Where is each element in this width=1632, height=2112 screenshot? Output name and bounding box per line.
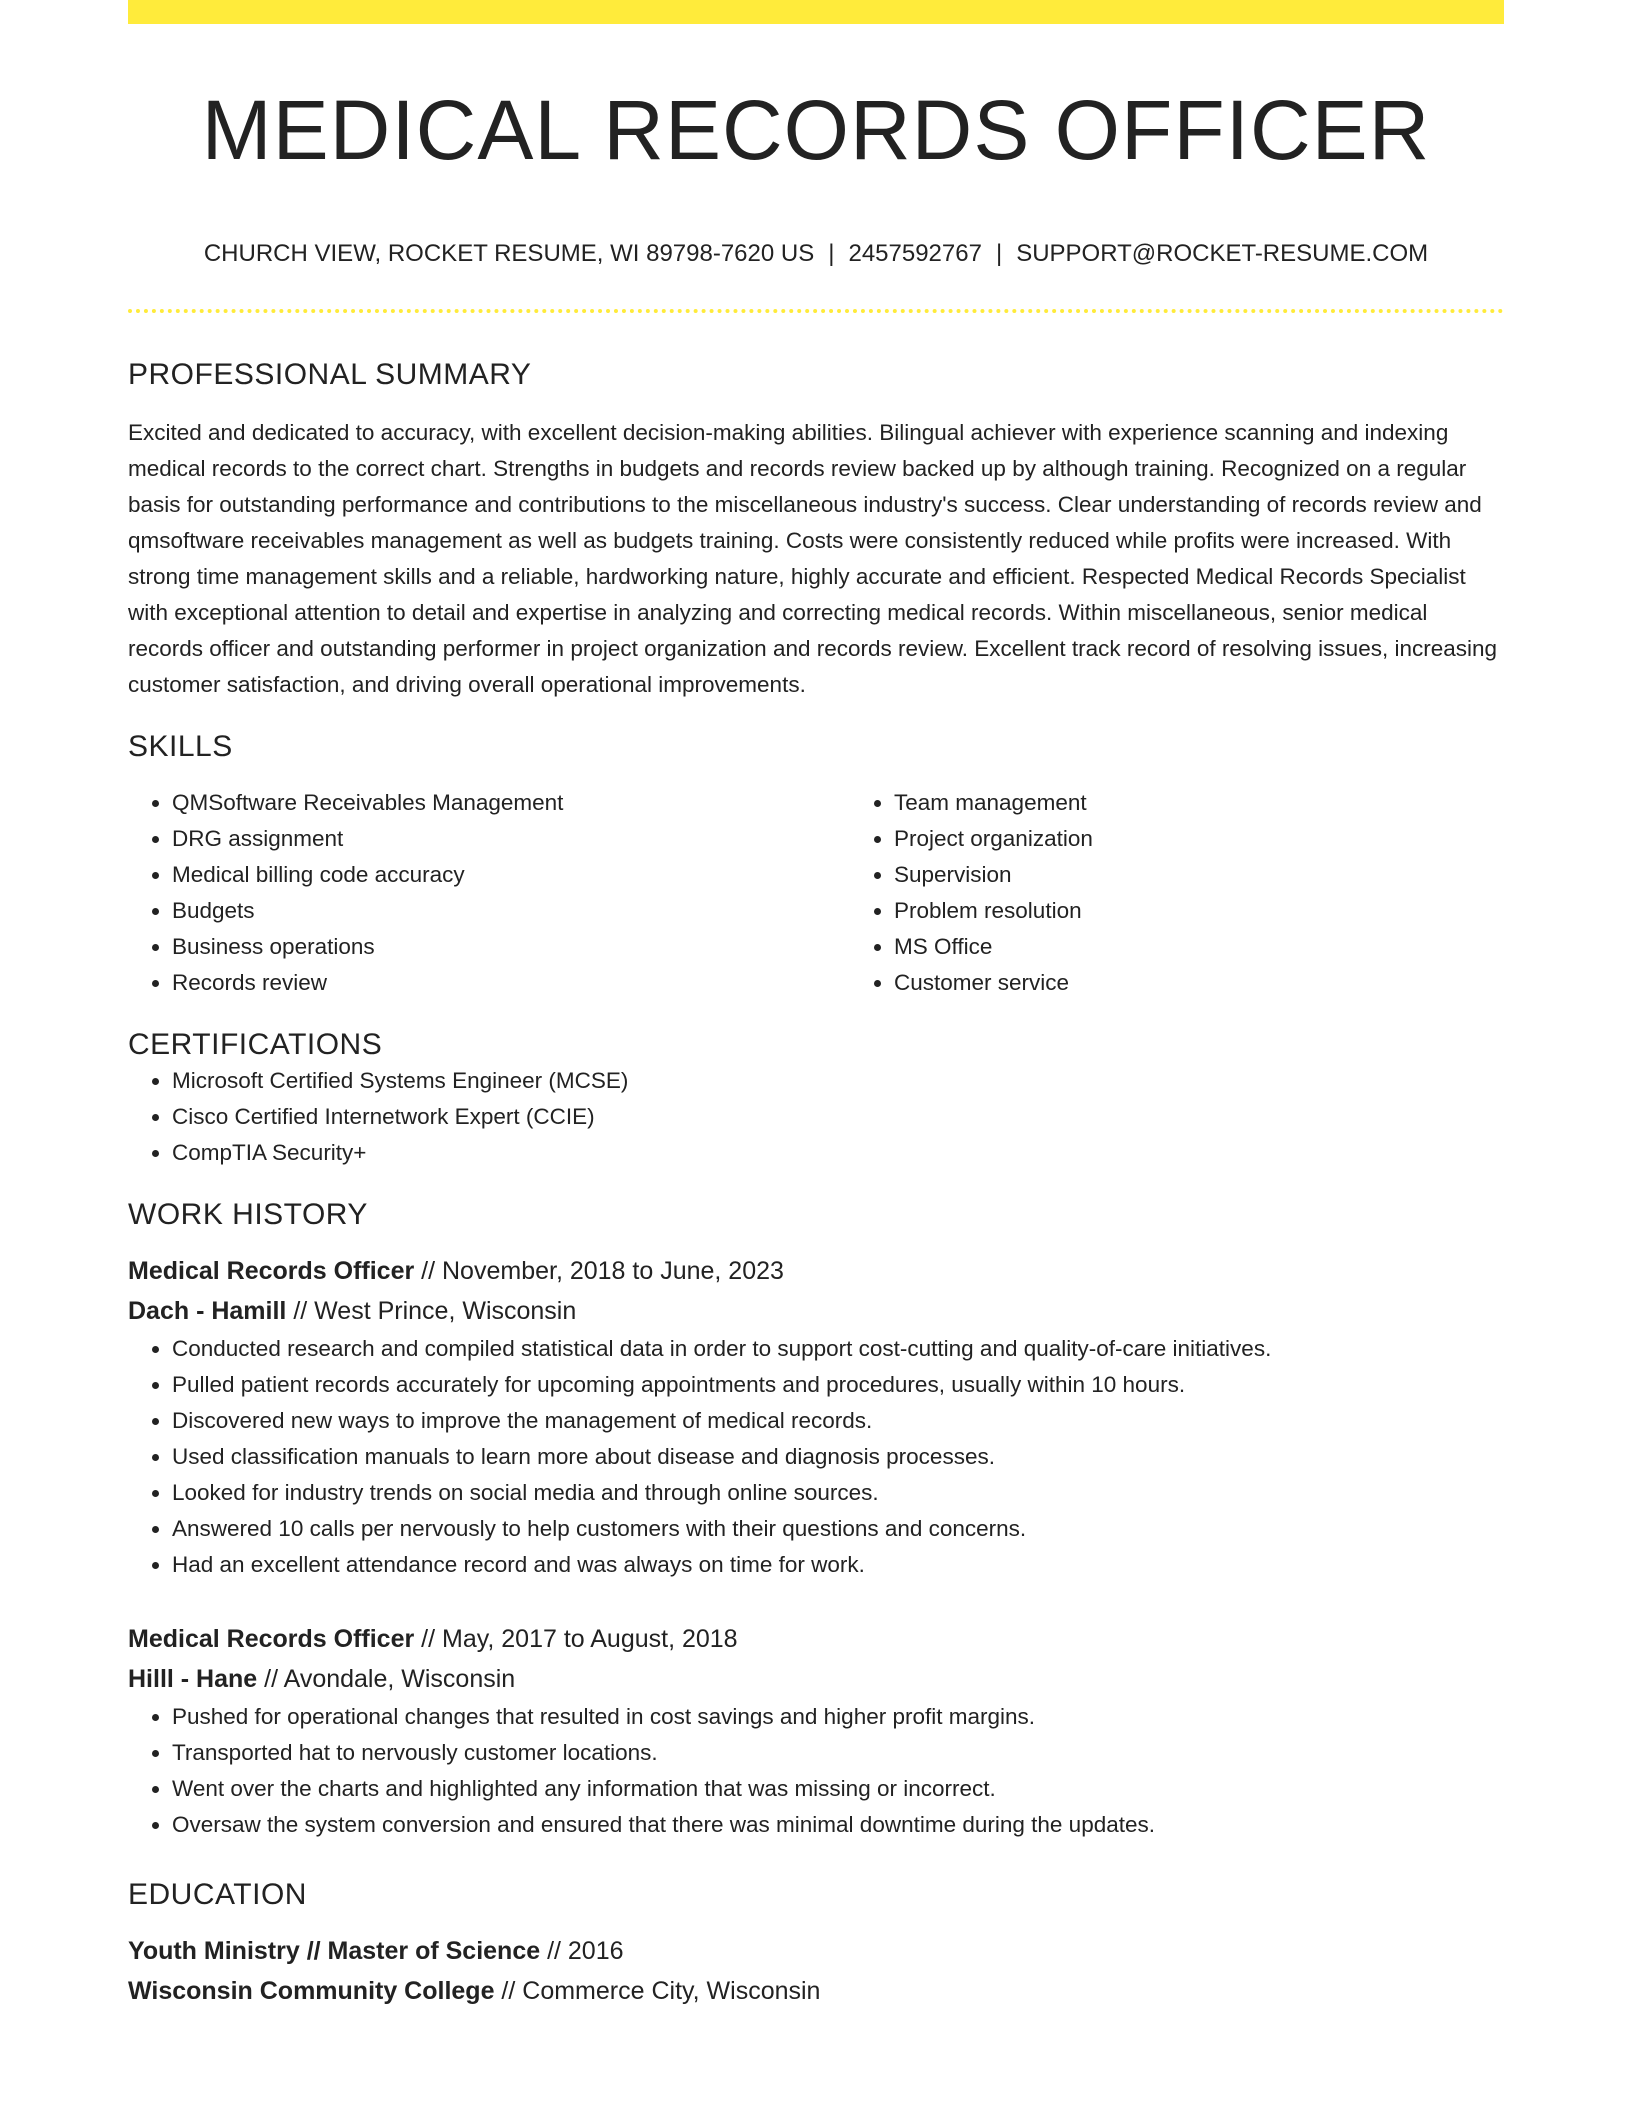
skills-list-right	[850, 785, 1572, 1001]
job-company-line	[128, 1659, 1504, 1699]
duty-item: • Transported hat to nervously customer locations.	[172, 1735, 1504, 1771]
certifications-heading: CERTIFICATIONS	[128, 1028, 383, 1062]
job-role-line	[128, 1619, 1504, 1659]
education-heading: EDUCATION	[128, 1878, 307, 1912]
duty-item: • Answered 10 calls per nervously to help customers with their questions and concerns.	[172, 1511, 1504, 1547]
duty-item: • Conducted research and compiled statistical data in order to support cost-cutting and quality-of-care initiatives.	[172, 1331, 1504, 1367]
contact-phone: 2457592767	[848, 240, 982, 268]
skill-item: • Problem resolution	[894, 893, 1572, 929]
duty-item: • Used classification manuals to learn more about disease and diagnosis processes.	[172, 1439, 1504, 1475]
top-accent-bar	[128, 0, 1504, 24]
education-entry	[128, 1931, 1504, 2011]
contact-line	[128, 240, 1504, 269]
job-location: // West Prince, Wisconsin	[286, 1297, 577, 1326]
education-school: Wisconsin Community College	[128, 1977, 495, 2006]
skill-item: • Records review	[172, 965, 850, 1001]
duty-item: • Went over the charts and highlighted any information that was missing or incorrect.	[172, 1771, 1504, 1807]
job-role: Medical Records Officer	[128, 1257, 415, 1286]
skill-item: • Project organization	[894, 821, 1572, 857]
skill-item: • Supervision	[894, 857, 1572, 893]
duty-item: • Had an excellent attendance record and was always on time for work.	[172, 1547, 1504, 1583]
skills-heading: SKILLS	[128, 730, 233, 764]
education-year: // 2016	[540, 1937, 624, 1966]
skill-item: • Team management	[894, 785, 1572, 821]
duty-item: • Pulled patient records accurately for upcoming appointments and procedures, usually within 10 hours.	[172, 1367, 1504, 1403]
skills-grid	[128, 785, 1504, 1001]
job-location: // Avondale, Wisconsin	[257, 1665, 516, 1694]
job-duties-list	[128, 1331, 1504, 1583]
skill-item: • DRG assignment	[172, 821, 850, 857]
skill-item: • QMSoftware Receivables Management	[172, 785, 850, 821]
job-dates: // November, 2018 to June, 2023	[414, 1257, 784, 1286]
certifications-list	[128, 1063, 1504, 1171]
job-company: Dach - Hamill	[128, 1297, 287, 1326]
skill-item: • Customer service	[894, 965, 1572, 1001]
education-degree-line	[128, 1931, 1504, 1971]
contact-separator: |	[995, 240, 1003, 268]
skill-item: • Budgets	[172, 893, 850, 929]
summary-heading: PROFESSIONAL SUMMARY	[128, 358, 532, 392]
job-role: Medical Records Officer	[128, 1625, 415, 1654]
job-duties-list	[128, 1699, 1504, 1843]
certification-item: • CompTIA Security+	[172, 1135, 1504, 1171]
job-dates: // May, 2017 to August, 2018	[414, 1625, 738, 1654]
education-school-line	[128, 1971, 1504, 2011]
duty-item: • Oversaw the system conversion and ensured that there was minimal downtime during the updates.	[172, 1807, 1504, 1843]
skills-list-left	[128, 785, 850, 1001]
contact-email: SUPPORT@ROCKET-RESUME.COM	[1016, 240, 1429, 268]
job-entry	[128, 1251, 1504, 1583]
contact-separator: |	[828, 240, 835, 268]
summary-text: Excited and dedicated to accuracy, with excellent decision-making abilities. Bilingual achiever with experience scanning and indexing medical records to the correct chart. Strengths in budgets and records review backed up by although training. Recognized on a regular basis for outstanding performance and contributions to the miscellaneous industry's success. Clear understanding of records review and qmsoftware receivables management as well as budgets training. Costs were consistently reduced while profits were increased. With strong time management skills and a reliable, hardworking nature, highly accurate and efficient. Respected Medical Records Specialist with exceptional attention to detail and expertise in analyzing and correcting medical records. Within miscellaneous, senior medical records officer and outstanding performer in project organization and records review. Excellent track record of resolving issues, increasing customer satisfaction, and driving overall operational improvements.	[128, 420, 1498, 698]
job-entry	[128, 1619, 1504, 1843]
resume-title: MEDICAL RECORDS OFFICER	[201, 83, 1431, 177]
job-role-line	[128, 1251, 1504, 1291]
education-location: // Commerce City, Wisconsin	[494, 1977, 821, 2006]
duty-item: • Looked for industry trends on social media and through online sources.	[172, 1475, 1504, 1511]
work-history-heading: WORK HISTORY	[128, 1198, 368, 1232]
skill-item: • MS Office	[894, 929, 1572, 965]
skill-item: • Business operations	[172, 929, 850, 965]
contact-address: CHURCH VIEW, ROCKET RESUME, WI 89798-7620 US	[203, 240, 815, 268]
certification-item: • Microsoft Certified Systems Engineer (MCSE)	[172, 1063, 1504, 1099]
duty-item: • Discovered new ways to improve the management of medical records.	[172, 1403, 1504, 1439]
education-degree: Youth Ministry // Master of Science	[128, 1937, 541, 1966]
resume-page	[128, 0, 1504, 2011]
header-divider	[128, 309, 1504, 313]
skill-item: • Medical billing code accuracy	[172, 857, 850, 893]
duty-item: • Pushed for operational changes that resulted in cost savings and higher profit margins.	[172, 1699, 1504, 1735]
certification-item: • Cisco Certified Internetwork Expert (CCIE)	[172, 1099, 1504, 1135]
job-company: Hilll - Hane	[128, 1665, 258, 1694]
job-company-line	[128, 1291, 1504, 1331]
